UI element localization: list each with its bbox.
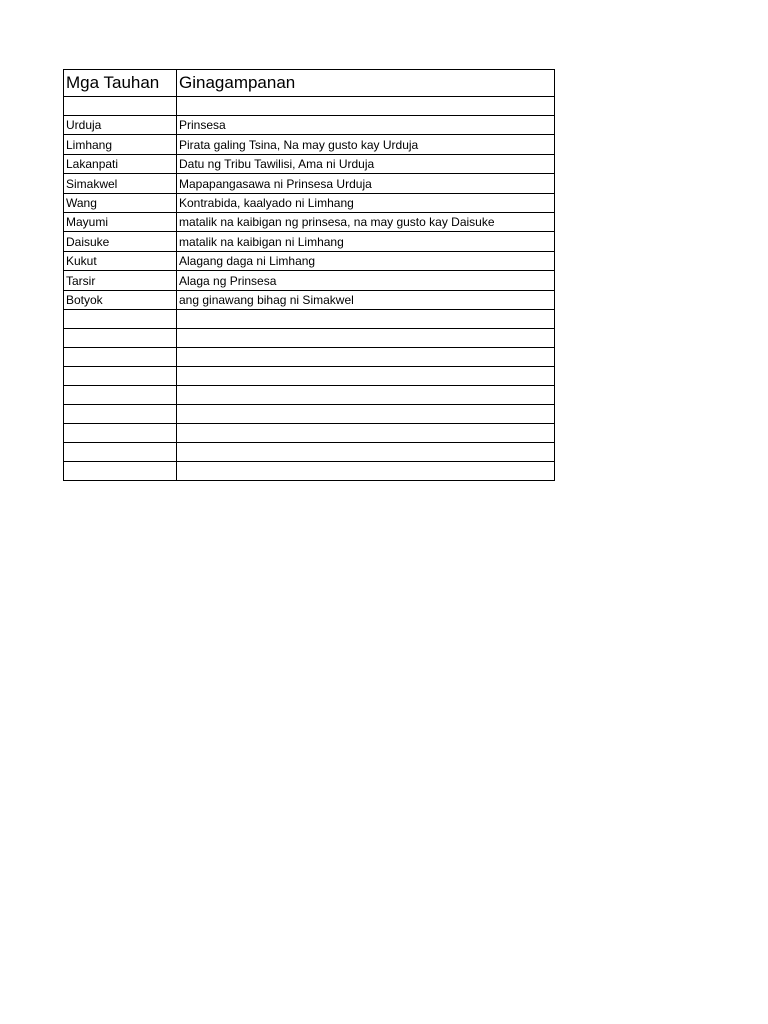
table-row (64, 232, 555, 251)
empty-cell[interactable] (177, 347, 555, 366)
table-row (64, 193, 555, 212)
tauhan-cell[interactable]: Mayumi (64, 212, 177, 231)
table-row (64, 174, 555, 193)
table-row (64, 135, 555, 154)
empty-cell[interactable] (177, 97, 555, 116)
characters-table (63, 69, 555, 481)
empty-row (64, 366, 555, 385)
tauhan-cell[interactable]: Daisuke (64, 232, 177, 251)
ginagampanan-cell[interactable]: ang ginawang bihag ni Simakwel (177, 290, 555, 309)
ginagampanan-cell[interactable]: Alaga ng Prinsesa (177, 271, 555, 290)
empty-row (64, 347, 555, 366)
empty-cell[interactable] (177, 309, 555, 328)
ginagampanan-cell[interactable]: matalik na kaibigan ni Limhang (177, 232, 555, 251)
empty-row (64, 461, 555, 480)
empty-cell[interactable] (177, 442, 555, 461)
header-cell-tauhan[interactable]: Mga Tauhan (64, 70, 177, 97)
tauhan-cell[interactable]: Wang (64, 193, 177, 212)
ginagampanan-cell[interactable]: Mapapangasawa ni Prinsesa Urduja (177, 174, 555, 193)
header-cell-ginagampanan[interactable]: Ginagampanan (177, 70, 555, 97)
empty-row (64, 385, 555, 404)
empty-cell[interactable] (64, 385, 177, 404)
empty-cell[interactable] (64, 442, 177, 461)
tauhan-cell[interactable]: Simakwel (64, 174, 177, 193)
table-row (64, 116, 555, 135)
tauhan-cell[interactable]: Urduja (64, 116, 177, 135)
table-row (64, 154, 555, 173)
ginagampanan-cell[interactable]: Pirata galing Tsina, Na may gusto kay Urduja (177, 135, 555, 154)
empty-cell[interactable] (177, 328, 555, 347)
table-row (64, 271, 555, 290)
empty-cell[interactable] (64, 347, 177, 366)
table-row (64, 251, 555, 270)
empty-row (64, 97, 555, 116)
empty-cell[interactable] (177, 461, 555, 480)
tauhan-cell[interactable]: Kukut (64, 251, 177, 270)
empty-cell[interactable] (64, 461, 177, 480)
empty-cell[interactable] (64, 404, 177, 423)
empty-cell[interactable] (64, 423, 177, 442)
empty-cell[interactable] (64, 328, 177, 347)
tauhan-cell[interactable]: Limhang (64, 135, 177, 154)
empty-row (64, 423, 555, 442)
ginagampanan-cell[interactable]: Alagang daga ni Limhang (177, 251, 555, 270)
header-row (64, 70, 555, 97)
table-row (64, 290, 555, 309)
tauhan-cell[interactable]: Tarsir (64, 271, 177, 290)
tauhan-cell[interactable]: Botyok (64, 290, 177, 309)
ginagampanan-cell[interactable]: Datu ng Tribu Tawilisi, Ama ni Urduja (177, 154, 555, 173)
empty-cell[interactable] (64, 97, 177, 116)
ginagampanan-cell[interactable]: matalik na kaibigan ng prinsesa, na may gusto kay Daisuke (177, 212, 555, 231)
table-row (64, 212, 555, 231)
empty-cell[interactable] (64, 309, 177, 328)
empty-row (64, 404, 555, 423)
empty-row (64, 442, 555, 461)
empty-cell[interactable] (177, 423, 555, 442)
empty-cell[interactable] (177, 385, 555, 404)
empty-row (64, 328, 555, 347)
ginagampanan-cell[interactable]: Prinsesa (177, 116, 555, 135)
empty-cell[interactable] (64, 366, 177, 385)
ginagampanan-cell[interactable]: Kontrabida, kaalyado ni Limhang (177, 193, 555, 212)
empty-row (64, 309, 555, 328)
tauhan-cell[interactable]: Lakanpati (64, 154, 177, 173)
empty-cell[interactable] (177, 404, 555, 423)
empty-cell[interactable] (177, 366, 555, 385)
